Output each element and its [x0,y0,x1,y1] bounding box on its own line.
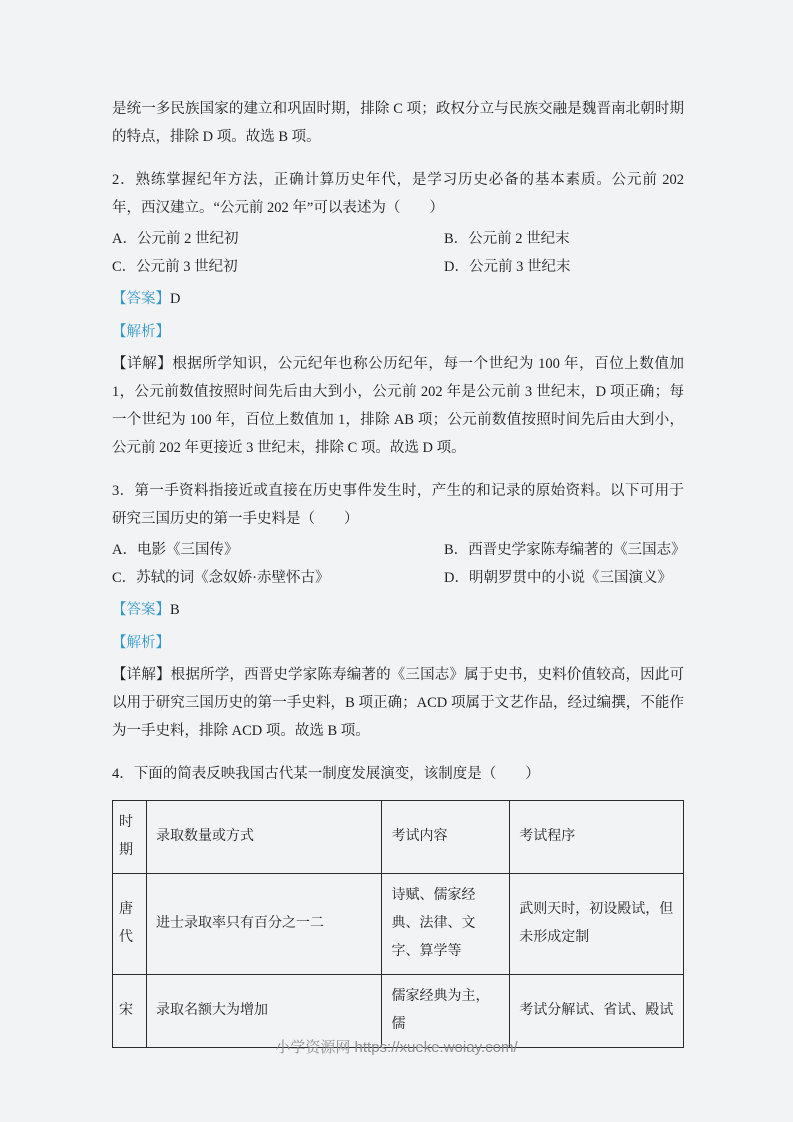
question-3-detail: 【详解】根据所学，西晋史学家陈寿编著的《三国志》属于史书，史料价值较高，因此可以用于研究三国历史的第一手史料，B 项正确；ACD 项属于文艺作品，经过编撰，不能作为一手史料，排除 ACD 项。故选 B 项。 [112,667,684,739]
site-watermark: 小学资源网 https://xueke.woiay.com/ [275,1039,518,1056]
question-2-option-a: A．公元前 2 世纪初 [112,231,239,247]
table-header-period: 时期 [113,801,147,874]
table-cell-content: 儒家经典为主，儒 [382,975,510,1048]
question-3-option-d: D．明朝罗贯中的小说《三国演义》 [444,570,672,586]
question-2-option-d: D．公元前 3 世纪末 [444,259,571,275]
table-header-quantity: 录取数量或方式 [146,801,382,874]
table-cell-procedure: 考试分解试、省试、殿试 [510,975,684,1048]
carryover-paragraph: 是统一多民族国家的建立和巩固时期，排除 C 项；政权分立与民族交融是魏晋南北朝时期的特点，排除 D 项。故选 B 项。 [112,101,684,145]
table-header-procedure: 考试程序 [510,801,684,874]
question-3 [112,477,684,745]
question-2-option-c: C．公元前 3 世纪初 [112,259,238,275]
question-2-analysis-line [112,317,684,347]
exam-system-table [112,800,684,1048]
question-3-analysis-line [112,628,684,658]
question-2-options [112,225,684,281]
question-3-options [112,536,684,592]
question-3-answer-line [112,595,684,625]
table-cell-quantity: 进士录取率只有百分之一二 [146,874,382,975]
question-3-stem: 3．第一手资料指接近或直接在历史事件发生时，产生的和记录的原始资料。以下可用于研究三国历史的第一手史料是（ ） [112,483,684,527]
table-cell-period: 宋 [113,975,147,1048]
table-cell-procedure: 武则天时，初设殿试，但未形成定制 [510,874,684,975]
table-cell-content: 诗赋、儒家经典、法律、文字、算学等 [382,874,510,975]
question-2-option-b: B．公元前 2 世纪末 [444,231,570,247]
question-2-stem: 2．熟练掌握纪年方法，正确计算历史年代，是学习历史必备的基本素质。公元前 202 年，西汉建立。“公元前 202 年”可以表述为（ ） [112,172,684,216]
table-header-content: 考试内容 [382,801,510,874]
answer-tag: 【答案】 [112,602,170,618]
answer-tag: 【答案】 [112,291,170,307]
table-header-row [113,801,684,874]
analysis-tag: 【解析】 [112,324,170,340]
table-cell-quantity: 录取名额大为增加 [146,975,382,1048]
document-body [112,92,684,1048]
question-3-option-a: A．电影《三国传》 [112,542,239,558]
question-2-answer: D [170,291,181,307]
question-2-answer-line [112,284,684,314]
analysis-tag: 【解析】 [112,635,170,651]
question-2 [112,166,684,462]
question-4 [112,760,684,1048]
question-2-detail: 【详解】根据所学知识，公元纪年也称公历纪年，每一个世纪为 100 年，百位上数值加 1，公元前数值按照时间先后由大到小，公元前 202 年是公元前 3 世纪末，D 项正确；每一个世纪为 100 年，百位上数值加 1，排除 AB 项；公元前数值按照时间先后由大到小，公元前 202 年更接近 3 世纪末，排除 C 项。故选 D 项。 [112,356,684,456]
table-row [113,874,684,975]
question-3-option-c: C．苏轼的词《念奴娇·赤壁怀古》 [112,570,330,586]
table-cell-period: 唐代 [113,874,147,975]
question-4-stem: 4．下面的简表反映我国古代某一制度发展演变，该制度是（ ） [112,766,540,782]
question-3-option-b: B．西晋史学家陈寿编著的《三国志》 [444,542,686,558]
question-3-answer: B [170,602,180,618]
